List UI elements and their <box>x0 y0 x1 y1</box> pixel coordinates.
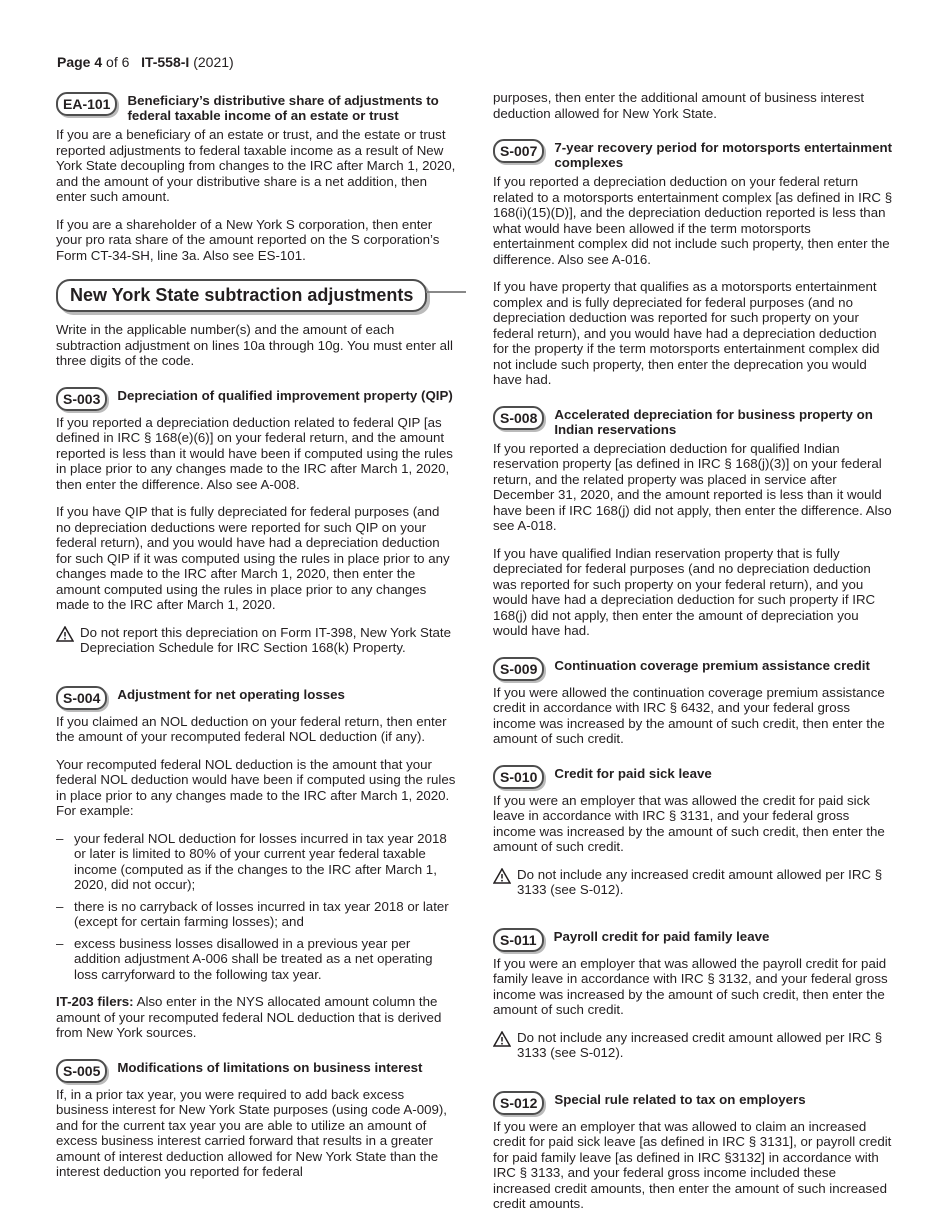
section-s007 <box>493 139 895 170</box>
code-badge: S-012 <box>493 1091 544 1115</box>
section-title: Continuation coverage premium assistance credit <box>554 657 870 673</box>
paragraph: If you have qualified Indian reservation property that is fully depreciated for federal purposes (and no depreciation deduction was reported for such property on your federal return), and you would have had a depreciation deduction for such property if IRC 168(j) did not apply, then enter the amount of depreciation you would have had. <box>493 545 876 638</box>
warning-note <box>56 625 456 668</box>
banner-title: New York State subtraction adjustments <box>56 279 427 312</box>
code-badge: EA-101 <box>56 92 117 116</box>
paragraph: If you are a shareholder of a New York S corporation, then enter your pro rata share of the amount reported on the S corporation’s Form CT-34-SH, line 3a. Also see ES-101. <box>56 216 440 263</box>
it203-text: Also enter in the NYS allocated amount column the amount of your recomputed federal NOL deduction that is derived from New York sources. <box>56 994 442 1040</box>
paragraph: If you reported a depreciation deduction on your federal return related to a motorsports entertainment complex [as defined in IRC § 168(i)(15)(D)], and the depreciation deduction reported is less than what would have been allowed if the term motorsports entertainment complex did not include such property, then enter the difference. Also see A-016. <box>493 174 893 267</box>
section-s003 <box>56 387 456 411</box>
paragraph: If you were allowed the continuation coverage premium assistance credit in accordance with IRC § 6432, and your federal gross income was increased by the amount of such credit, then enter the amount of such credit. <box>493 684 885 746</box>
left-column <box>56 90 456 1192</box>
code-badge: S-007 <box>493 139 544 163</box>
code-badge: S-011 <box>493 928 544 952</box>
section-title: Accelerated depreciation for business property on Indian reservations <box>554 406 873 437</box>
code-badge: S-004 <box>56 686 107 710</box>
subtraction-banner <box>56 279 456 312</box>
paragraph: If you claimed an NOL deduction on your federal return, then enter the amount of your recomputed federal NOL deduction (if any). <box>56 713 447 744</box>
paragraph: If you reported a depreciation deduction for qualified Indian reservation property [as defined in IRC § 168(j)(3)] on your federal return, and the related property was placed in service after December 31, 2020, and the amount reported is less than it would have been if IRC 168(j) did not apply, then enter the difference. Also see A-018. <box>493 440 892 533</box>
right-column <box>493 90 895 1224</box>
code-badge: S-008 <box>493 406 544 430</box>
warning-note <box>493 1030 895 1073</box>
section-s008 <box>493 406 895 437</box>
paragraph-continued: purposes, then enter the additional amount of business interest deduction allowed for New York State. <box>493 90 865 121</box>
page-of: of 6 <box>106 54 130 70</box>
section-s004 <box>56 686 456 710</box>
paragraph: If you reported a depreciation deduction related to federal QIP [as defined in IRC § 168(e)(6)] on your federal return, and the amount reported is less than it would have been if computed using the rules in place prior to any changes made to the IRC after March 1, 2020, then enter the difference. Also see A-008. <box>56 414 453 492</box>
paragraph: If you were an employer that was allowed to claim an increased credit for paid sick leave [as defined in IRC § 3131], or payroll credit for paid family leave [as defined in IRC §3132] in accordance with IRC § 3133, and your federal gross income included these increased credit amounts, then enter the amount of such increased credit amounts. <box>493 1118 892 1211</box>
code-badge: S-003 <box>56 387 107 411</box>
section-title: Modifications of limitations on business interest <box>117 1059 423 1075</box>
section-title: Adjustment for net operating losses <box>117 686 345 702</box>
section-title: Credit for paid sick leave <box>554 765 712 781</box>
section-s009 <box>493 657 895 681</box>
paragraph: If you have property that qualifies as a motorsports entertainment complex and is fully depreciated for federal purposes (and no depreciation deduction was reported for such property on your federal return), and you would have had a depreciation deduction for the property if the term motorsports entertainment complex did not include such property, then enter the deprecation you would have had. <box>493 279 880 387</box>
paragraph: If you have QIP that is fully depreciated for federal purposes (and no depreciation deductions were reported for such QIP on your federal return), and you would have had a depreciation deduction for such QIP if it was computed using the rules in place prior to any changes made to the IRC after March 1, 2020, then enter the amount computed using the rules in place prior to any changes made to the IRC after March 1, 2020. <box>56 504 450 612</box>
section-title: 7-year recovery period for motorsports entertainment complexes <box>554 140 893 170</box>
warning-note <box>493 867 895 910</box>
banner-rule <box>426 291 466 293</box>
paragraph: Your recomputed federal NOL deduction is the amount that your federal NOL deduction would have been if computed using the rules in place prior to any changes made to the IRC after March 1, 2020. For example: <box>56 756 456 818</box>
code-badge: S-010 <box>493 765 544 789</box>
warning-text: Do not include any increased credit amount allowed per IRC § 3133 (see S-012). <box>517 1029 883 1060</box>
section-title: Payroll credit for paid family leave <box>553 928 770 944</box>
form-year: (2021) <box>193 54 234 70</box>
paragraph: If you were an employer that was allowed the payroll credit for paid family leave in accordance with IRC § 3132, and your federal gross income was increased by the amount of such credit, then enter the amount of such credit. <box>493 955 888 1017</box>
it203-note <box>56 994 456 1041</box>
list-item: – excess business losses disallowed in a previous year per addition adjustment A-006 shall be treated as a net operating loss carryforward to the following tax year. <box>56 936 456 983</box>
it203-label: IT-203 filers: <box>56 994 134 1009</box>
example-list <box>56 831 456 983</box>
page-header <box>57 54 234 70</box>
paragraph: If, in a prior tax year, you were required to add back excess business interest for New York State purposes (using code A-009), and for the current tax year you are able to utilize an amount of excess business interest carried forward that results in a greater amount of interest deduction allowed for New York State than the interest deduction you reported for federal <box>56 1086 447 1179</box>
list-item: – there is no carryback of losses incurred in tax year 2018 or later (except for certain farming losses); and <box>56 899 456 930</box>
list-item: – your federal NOL deduction for losses incurred in tax year 2018 or later is limited to 80% of your current year federal taxable income (computed as if the changes to the IRC after March 1, 2020, did not occur); <box>56 831 456 893</box>
section-s012 <box>493 1091 895 1115</box>
paragraph: If you are a beneficiary of an estate or trust, and the estate or trust reported adjustments to federal taxable income as a result of New York State decoupling from changes to the IRC after March 1, 2020, and the amount of your distributive share is a net addition, then enter such amount. <box>56 127 456 204</box>
section-ea101 <box>56 92 456 123</box>
section-title: Special rule related to tax on employers <box>554 1091 806 1107</box>
warning-icon <box>493 1031 511 1047</box>
code-badge: S-005 <box>56 1059 107 1083</box>
paragraph: If you were an employer that was allowed the credit for paid sick leave in accordance with IRC § 3131, and your federal gross income was increased by the amount of such credit, then enter the amount of such credit. <box>493 792 885 854</box>
section-s010 <box>493 765 895 789</box>
section-s011 <box>493 928 895 952</box>
section-title: Depreciation of qualified improvement property (QIP) <box>117 387 453 403</box>
warning-icon <box>493 868 511 884</box>
warning-text: Do not report this depreciation on Form IT-398, New York State Depreciation Schedule for IRC Section 168(k) Property. <box>80 624 452 655</box>
warning-icon <box>56 626 74 642</box>
form-name: IT-558-I <box>141 54 190 70</box>
code-badge: S-009 <box>493 657 544 681</box>
section-title: Beneficiary’s distributive share of adjustments to federal taxable income of an estate or trust <box>127 93 439 123</box>
intro-paragraph: Write in the applicable number(s) and the amount of each subtraction adjustment on lines 10a through 10g. You must enter all three digits of the code. <box>56 322 453 368</box>
page-label: Page 4 <box>57 54 103 70</box>
section-s005 <box>56 1059 456 1083</box>
warning-text: Do not include any increased credit amount allowed per IRC § 3133 (see S-012). <box>517 866 883 897</box>
